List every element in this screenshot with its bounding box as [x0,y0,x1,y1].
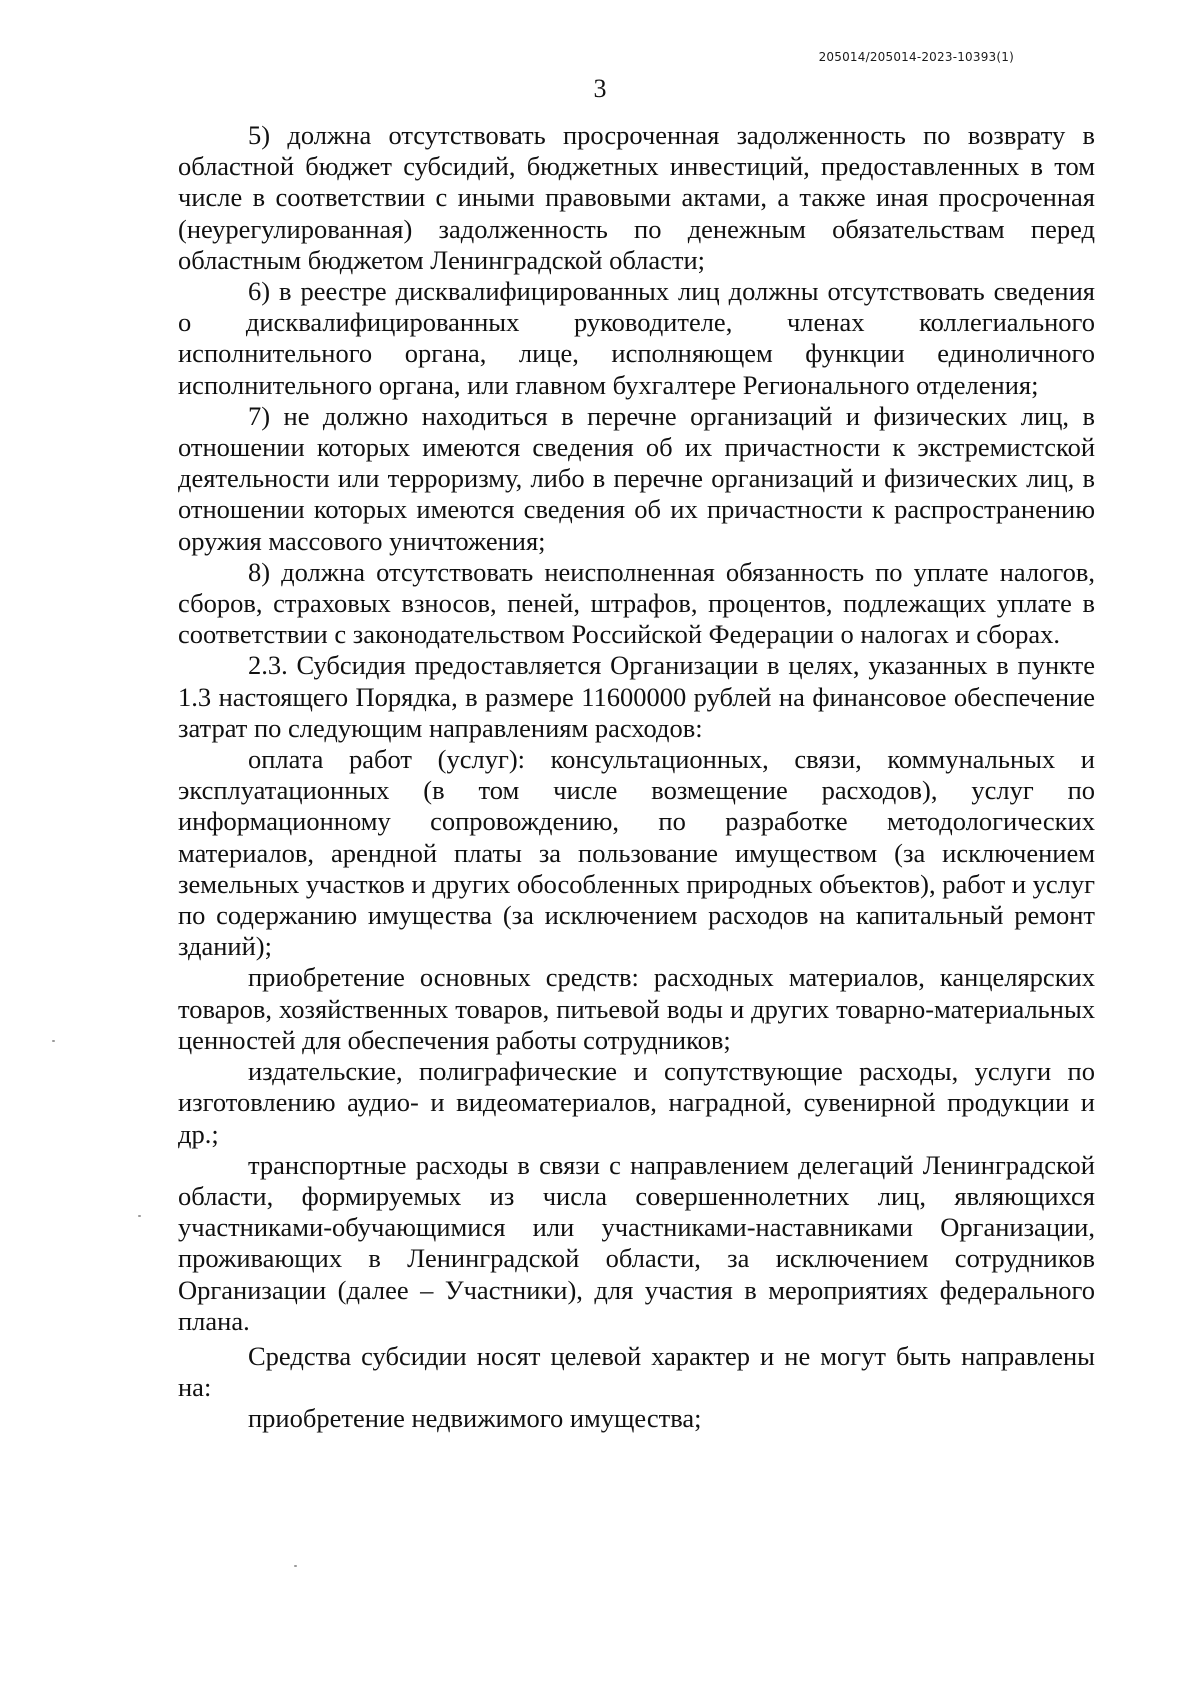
paragraph-expense-services: оплата работ (услуг): консультационных, связи, коммунальных и эксплуатационных (в том числе возмещение расходов), услуг по информационному сопровождению, по разработке методологических материалов, арендной платы за пользование имуществом (за исключением земельных участков и других обособленных природных объектов), работ и услуг по содержанию имущества (за исключением расходов на капитальный ремонт зданий); [178,744,1095,962]
paragraph-item-6: 6) в реестре дисквалифицированных лиц должны отсутствовать сведения о дисквалифицированных руководителе, членах коллегиального исполнительного органа, лице, исполняющем функции единоличного исполнительного органа, или главном бухгалтере Регионального отделения; [178,276,1095,400]
scan-speck [52,1040,55,1042]
document-id: 205014/205014-2023-10393(1) [818,50,1014,64]
paragraph-expense-publishing: издательские, полиграфические и сопутствующие расходы, услуги по изготовлению аудио- и видеоматериалов, наградной, сувенирной продукции и др.; [178,1056,1095,1149]
paragraph-restrictions: Средства субсидии носят целевой характер и не могут быть направлены на: [178,1340,1095,1403]
page-number: 3 [593,74,607,103]
paragraph-expense-fixed-assets: приобретение основных средств: расходных материалов, канцелярских товаров, хозяйственных товаров, питьевой воды и других товарно-материальных ценностей для обеспечения работы сотрудников; [178,962,1095,1055]
paragraph-expense-transport: транспортные расходы в связи с направлением делегаций Ленинградской области, формируемых из числа совершеннолетних лиц, являющихся участниками-обучающимися или участниками-наставниками Организации, проживающих в Ленинградской области, за исключением сотрудников Организации (далее – Участники), для участия в мероприятиях федерального плана. [178,1149,1095,1336]
scan-speck [138,1215,141,1217]
paragraph-item-5: 5) должна отсутствовать просроченная задолженность по возврату в областной бюджет субсидий, бюджетных инвестиций, предоставленных в том числе в соответствии с иными правовыми актами, а также иная просроченная (неурегулированная) задолженность по денежным обязательствам перед областным бюджетом Ленинградской области; [178,120,1095,275]
paragraph-restriction-real-estate: приобретение недвижимого имущества; [248,1403,702,1434]
paragraph-item-8: 8) должна отсутствовать неисполненная обязанность по уплате налогов, сборов, страховых взносов, пеней, штрафов, процентов, подлежащих уплате в соответствии с законодательством Российской Федерации о налогах и сборах. [178,556,1095,650]
scan-speck [294,1565,297,1567]
paragraph-clause-2-3: 2.3. Субсидия предоставляется Организации в целях, указанных в пункте 1.3 настоящего Порядка, в размере 11600000 рублей на финансовое обеспечение затрат по следующим направлениям расходов: [178,650,1095,743]
document-body [178,120,1095,1435]
paragraph-item-7: 7) не должно находиться в перечне организаций и физических лиц, в отношении которых имеются сведения об их причастности к экстремистской деятельности или терроризму, либо в перечне организаций и физических лиц, в отношении которых имеются сведения об их причастности к распространению оружия массового уничтожения; [178,400,1095,556]
